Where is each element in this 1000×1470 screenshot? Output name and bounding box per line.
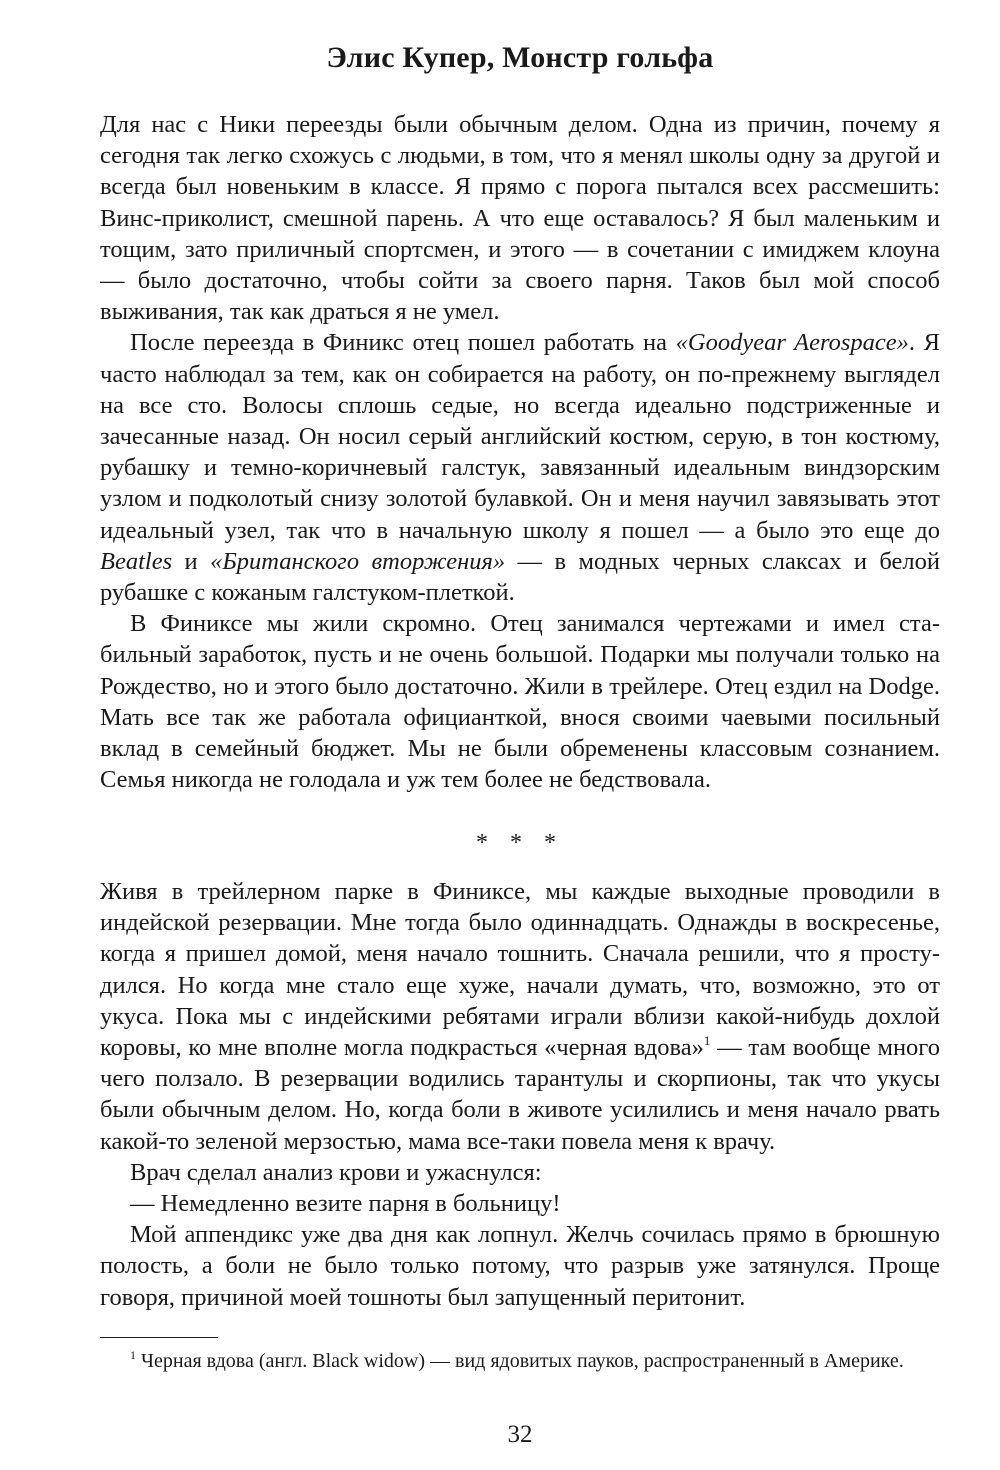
dialogue-line: — Немедленно везите парня в больницу! xyxy=(130,1190,561,1218)
text-run: и xyxy=(172,547,211,575)
footnote-marker: 1 xyxy=(130,1348,136,1362)
paragraph xyxy=(100,327,940,608)
text-run: — там вообще много чего ползало. В резервации водились тарантулы и скорпионы, так что укусы были обычным делом. Но, когда боли в животе усилились и меня начало рвать какой-то зеленой мерзостью, мама все-таки повела меня к врачу. xyxy=(100,1034,940,1155)
company-name: «Goodyear Aerospace» xyxy=(675,329,909,357)
paragraph: В Финиксе мы жили скромно. Отец занимался чертежами и имел стабильный заработок, пусть и не очень большой. Подарки мы получали только на Рождество, но и этого было достаточно. Жили в трейлере. Отец ездил на Dodge. Мать все так же работала официанткой, внося своими чаевыми посильный вклад в семейный бюджет. Мы не были обременены классовым сознанием. Семья никогда не голодала и уж тем более не бедствовала. xyxy=(100,610,940,794)
paragraph: Мой аппендикс уже два дня как лопнул. Желчь сочилась прямо в брюшную полость, а боли не было только потому, что разрыв уже затянулся. Проще говоря, причиной моей тошноты был запущенный перитонит. xyxy=(100,1221,940,1311)
text-run: После переезда в Финикс отец пошел работать на xyxy=(130,329,676,357)
footnote-text: Черная вдова (англ. Black widow) — вид ядовитых пауков, распространенный в Америке. xyxy=(136,1350,904,1372)
text-run: Живя в трейлерном парке в Финиксе, мы каждые выходные проводили в индейской резервации. Мне тогда было одиннадцать. Однажды в воскресенье, когда я пришел домой, меня начало тошнить. Сначала решили, что я простудился. Но когда мне стало еще хуже, начали думать, что, возможно, это от укуса. Пока мы с индейскими ребятами играли вблизи какой-нибудь дохлой коровы, ко мне вполне могла подкрасться «черная вдова» xyxy=(100,878,940,1062)
book-page xyxy=(100,0,940,1470)
footnote-divider xyxy=(100,1337,218,1338)
term-british-invasion: «Британского вторжения» xyxy=(210,547,506,575)
section-separator: * * * xyxy=(476,830,564,856)
text-section-2 xyxy=(100,876,940,1313)
paragraph xyxy=(100,876,940,1157)
paragraph: Врач сделал анализ крови и ужаснулся: xyxy=(130,1158,542,1186)
band-name: Beatles xyxy=(100,547,173,575)
page-number: 32 xyxy=(507,1421,533,1448)
paragraph: Для нас с Ники переезды были обычным делом. Одна из причин, почему я сегодня так легко схожусь с людьми, в том, что я менял школы одну за другой и всегда был новеньким в классе. Я прямо с порога пытался всех рассмешить: Винс-приколист, смешной парень. А что еще оставалось? Я был маленьким и тощим, зато приличный спортсмен, и этого — в сочетании с имиджем клоуна — было достаточно, чтобы сойти за своего парня. Таков был мой способ выживания, так как драться я не умел. xyxy=(100,111,940,326)
text-section-1 xyxy=(100,109,940,795)
footnote xyxy=(100,1349,940,1373)
footnote-reference: 1 xyxy=(703,1033,711,1049)
text-run: — в модных черных слаксах и белой рубашке с кожаным галстуком-плеткой. xyxy=(100,547,940,607)
running-title: Элис Купер, Монстр гольфа xyxy=(326,41,714,74)
text-run: . Я часто наблюдал за тем, как он собирается на работу, он по-прежнему выглядел на все сто. Волосы сплошь седые, но всегда идеально подстриженные и зачесанные назад. Он носил серый английский костюм, серую, в тон костюму, рубашку и темно-коричневый галстук, завязанный идеальным виндзорским узлом и подколотый снизу золотой булавкой. Он и меня научил завязывать этот идеальный узел, так что в начальную школу я пошел — а было это еще до xyxy=(100,329,941,544)
